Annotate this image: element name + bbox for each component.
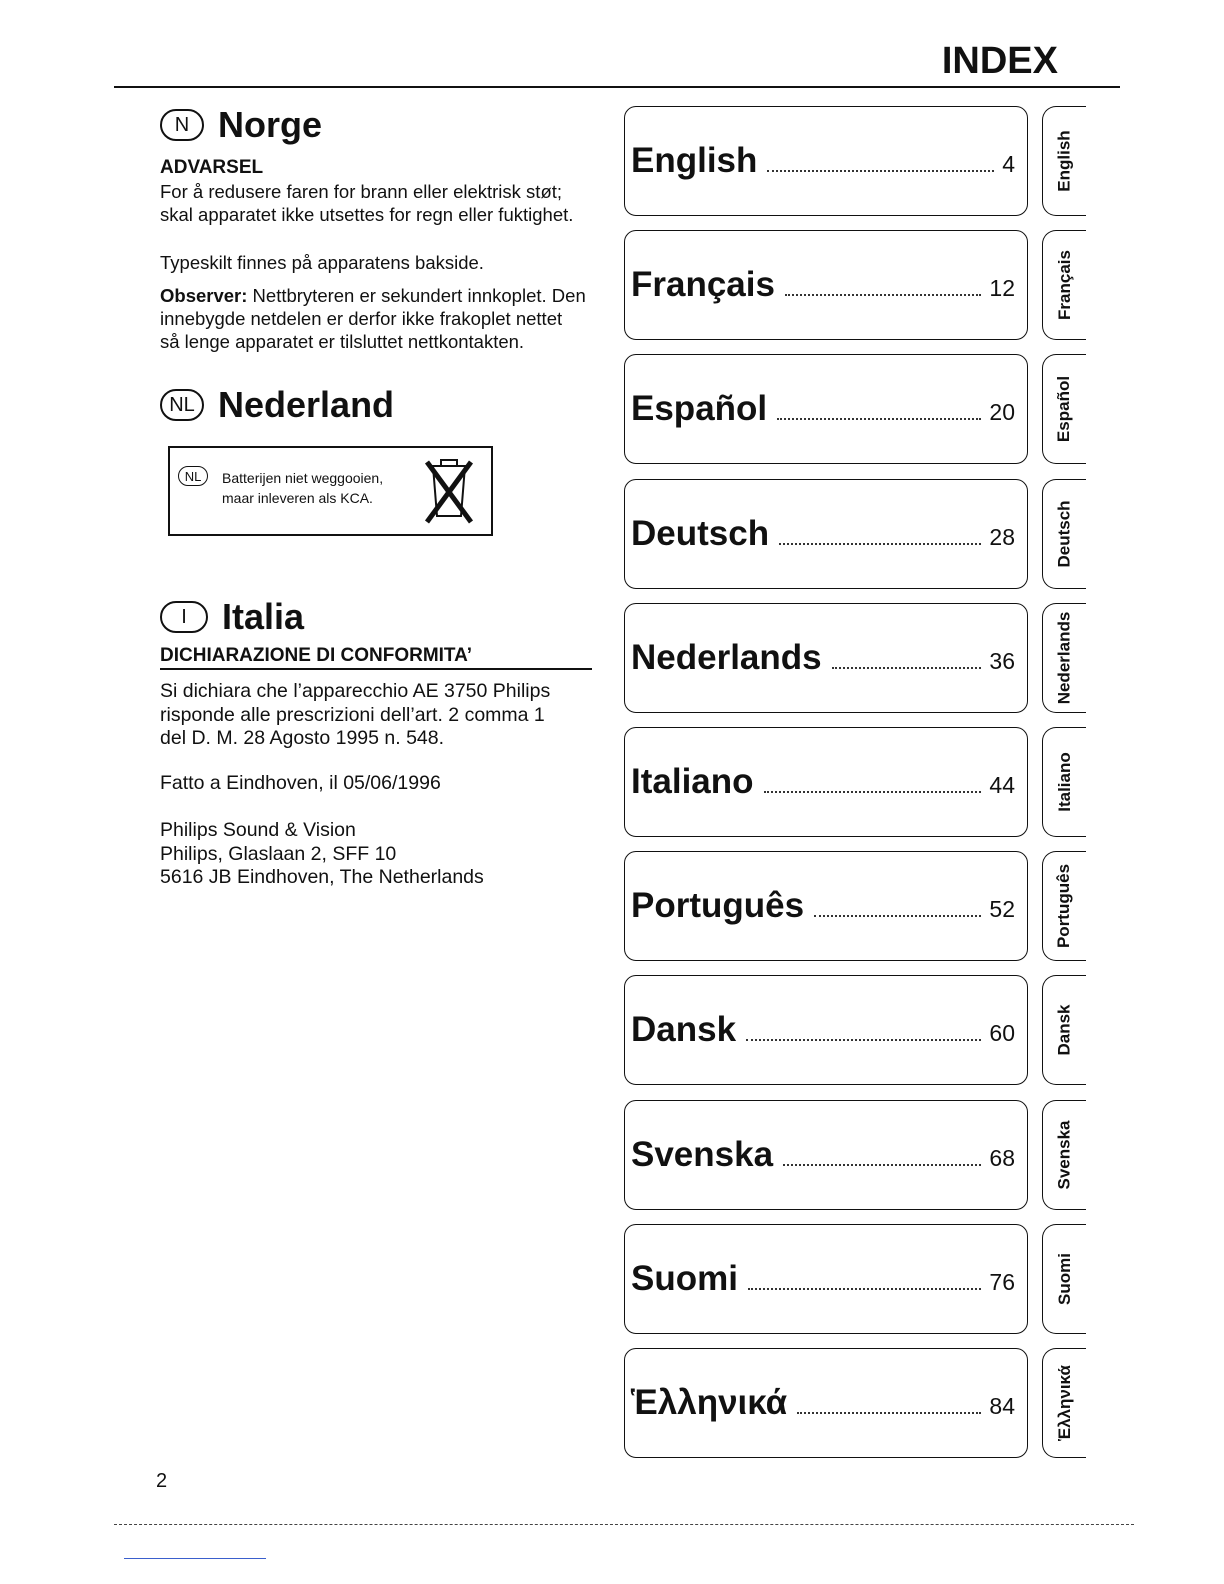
language-tab-6[interactable] bbox=[1042, 851, 1086, 961]
index-entry-leader-dots bbox=[767, 170, 994, 172]
battery-notice-code-badge: NL bbox=[178, 466, 208, 486]
language-tab-label: Nederlands bbox=[1054, 611, 1074, 705]
index-entry-page: 4 bbox=[1002, 151, 1015, 177]
norge-warning-text bbox=[160, 180, 573, 226]
italia-heading bbox=[160, 596, 304, 638]
index-entry-leader-dots bbox=[779, 543, 981, 545]
language-tab-label: English bbox=[1054, 130, 1074, 192]
italia-address bbox=[160, 819, 484, 890]
language-tab-label: Svenska bbox=[1054, 1120, 1074, 1190]
italia-declaration-text bbox=[160, 680, 550, 751]
index-entry-language: Italiano bbox=[631, 762, 754, 801]
index-entry-language: Português bbox=[631, 886, 805, 925]
country-code-badge-nederland: NL bbox=[160, 389, 204, 421]
index-entry-page: 52 bbox=[989, 896, 1015, 922]
index-entry-page: 84 bbox=[989, 1393, 1015, 1419]
index-entry-language: Suomi bbox=[631, 1259, 738, 1298]
language-tab-8[interactable] bbox=[1042, 1100, 1086, 1210]
italia-declaration-line: Si dichiara che l’apparecchio AE 3750 Philips bbox=[160, 680, 551, 702]
battery-notice-line: Batterijen niet weggooien, bbox=[222, 470, 384, 486]
language-tab-0[interactable] bbox=[1042, 106, 1086, 216]
index-entry-page: 60 bbox=[989, 1020, 1015, 1046]
index-entry-row bbox=[631, 1135, 1015, 1175]
index-entry-1[interactable] bbox=[624, 230, 1028, 340]
language-tab-label: Suomi bbox=[1054, 1253, 1074, 1305]
index-entry-10[interactable] bbox=[624, 1348, 1028, 1458]
index-entry-row bbox=[631, 1259, 1015, 1299]
index-entry-leader-dots bbox=[797, 1412, 981, 1414]
index-entry-page: 76 bbox=[989, 1269, 1015, 1295]
language-tab-label: Italiano bbox=[1054, 752, 1074, 812]
index-entry-language: Nederlands bbox=[631, 638, 822, 677]
index-entry-page: 12 bbox=[989, 275, 1015, 301]
language-tab-9[interactable] bbox=[1042, 1224, 1086, 1334]
language-tab-10[interactable] bbox=[1042, 1348, 1086, 1458]
index-entry-row bbox=[631, 762, 1015, 802]
norge-observer-text bbox=[160, 284, 586, 353]
index-entry-row bbox=[631, 886, 1015, 926]
index-entry-page: 68 bbox=[989, 1145, 1015, 1171]
language-tab-4[interactable] bbox=[1042, 603, 1086, 713]
index-entry-language: English bbox=[631, 141, 758, 180]
language-tab-7[interactable] bbox=[1042, 975, 1086, 1085]
page-number: 2 bbox=[156, 1470, 168, 1492]
italia-heading-rule bbox=[160, 668, 592, 670]
index-entry-leader-dots bbox=[785, 294, 981, 296]
norge-warning-line: For å redusere faren for brann eller elektrisk støt; bbox=[160, 181, 563, 202]
index-entry-leader-dots bbox=[764, 791, 982, 793]
index-entry-leader-dots bbox=[832, 667, 982, 669]
index-entry-language: Svenska bbox=[631, 1135, 774, 1174]
index-entry-leader-dots bbox=[783, 1164, 981, 1166]
language-tab-5[interactable] bbox=[1042, 727, 1086, 837]
index-entry-3[interactable] bbox=[624, 479, 1028, 589]
index-entry-row bbox=[631, 638, 1015, 678]
index-entry-row bbox=[631, 1010, 1015, 1050]
norge-observer-line: innebygde netdelen er derfor ikke frakoplet nettet bbox=[160, 308, 563, 329]
italia-country: Italia bbox=[222, 596, 305, 637]
language-tab-label: Deutsch bbox=[1054, 500, 1074, 568]
language-tab-2[interactable] bbox=[1042, 354, 1086, 464]
norge-warning-title: ADVARSEL bbox=[160, 157, 264, 178]
index-entry-leader-dots bbox=[746, 1039, 981, 1041]
italia-declaration-line: del D. M. 28 Agosto 1995 n. 548. bbox=[160, 727, 445, 749]
language-tab-label: Português bbox=[1054, 863, 1074, 949]
index-entry-row bbox=[631, 514, 1015, 554]
index-entry-9[interactable] bbox=[624, 1224, 1028, 1334]
language-tab-1[interactable] bbox=[1042, 230, 1086, 340]
index-entry-page: 28 bbox=[989, 524, 1015, 550]
crossed-bin-icon bbox=[423, 454, 475, 528]
index-entry-language: Ἑλληνικά bbox=[631, 1383, 788, 1422]
norge-warning-line: skal apparatet ikke utsettes for regn eller fuktighet. bbox=[160, 204, 574, 225]
index-entry-5[interactable] bbox=[624, 727, 1028, 837]
norge-observer-line: så lenge apparatet er tilsluttet nettkontakten. bbox=[160, 331, 525, 352]
index-entry-7[interactable] bbox=[624, 975, 1028, 1085]
norge-observer-label: Observer: bbox=[160, 285, 248, 306]
bottom-blue-line bbox=[124, 1558, 266, 1559]
index-entry-4[interactable] bbox=[624, 603, 1028, 713]
italia-declaration-title: DICHIARAZIONE DI CONFORMITA’ bbox=[160, 645, 473, 666]
norge-heading bbox=[160, 104, 322, 146]
norge-typeskilt: Typeskilt finnes på apparatens bakside. bbox=[160, 252, 484, 273]
country-code-badge-norge: N bbox=[160, 109, 204, 141]
index-entry-language: Français bbox=[631, 265, 775, 304]
index-entry-leader-dots bbox=[777, 418, 981, 420]
language-tab-label: Français bbox=[1054, 250, 1074, 320]
italia-address-line: 5616 JB Eindhoven, The Netherlands bbox=[160, 866, 484, 888]
index-entry-0[interactable] bbox=[624, 106, 1028, 216]
language-tab-3[interactable] bbox=[1042, 479, 1086, 589]
norge-observer-line: Nettbryteren er sekundert innkoplet. Den bbox=[247, 285, 586, 306]
language-tab-label: Dansk bbox=[1054, 1004, 1074, 1056]
battery-disposal-notice bbox=[168, 446, 493, 536]
index-entry-leader-dots bbox=[814, 915, 981, 917]
index-entry-page: 44 bbox=[989, 772, 1015, 798]
italia-address-line: Philips Sound & Vision bbox=[160, 819, 356, 841]
index-entry-language: Español bbox=[631, 389, 768, 428]
header-rule bbox=[114, 86, 1120, 88]
bottom-dashed-rule bbox=[114, 1524, 1134, 1525]
index-entry-row bbox=[631, 265, 1015, 305]
language-tab-label: Español bbox=[1054, 375, 1074, 443]
index-entry-language: Deutsch bbox=[631, 514, 770, 553]
index-entry-leader-dots bbox=[748, 1288, 981, 1290]
norge-country: Norge bbox=[218, 104, 323, 145]
battery-notice-text bbox=[222, 468, 383, 508]
italia-place-date: Fatto a Eindhoven, il 05/06/1996 bbox=[160, 772, 441, 794]
index-entry-8[interactable] bbox=[624, 1100, 1028, 1210]
index-entry-language: Dansk bbox=[631, 1010, 737, 1049]
country-code-badge-italia: I bbox=[160, 601, 208, 633]
index-entry-row bbox=[631, 389, 1015, 429]
language-tab-label: Ἑλληνικά bbox=[1054, 1365, 1074, 1441]
index-entry-page: 20 bbox=[989, 399, 1015, 425]
index-entry-row bbox=[631, 1383, 1015, 1423]
index-entry-row bbox=[631, 141, 1015, 181]
nederland-country: Nederland bbox=[218, 384, 395, 425]
page-title: INDEX bbox=[941, 40, 1058, 82]
battery-notice-line: maar inleveren als KCA. bbox=[222, 490, 373, 506]
nederland-heading bbox=[160, 384, 394, 426]
italia-declaration-line: risponde alle prescrizioni dell’art. 2 comma 1 bbox=[160, 703, 545, 726]
italia-address-line: Philips, Glaslaan 2, SFF 10 bbox=[160, 842, 397, 865]
index-entry-2[interactable] bbox=[624, 354, 1028, 464]
index-entry-page: 36 bbox=[989, 648, 1015, 674]
index-entry-6[interactable] bbox=[624, 851, 1028, 961]
